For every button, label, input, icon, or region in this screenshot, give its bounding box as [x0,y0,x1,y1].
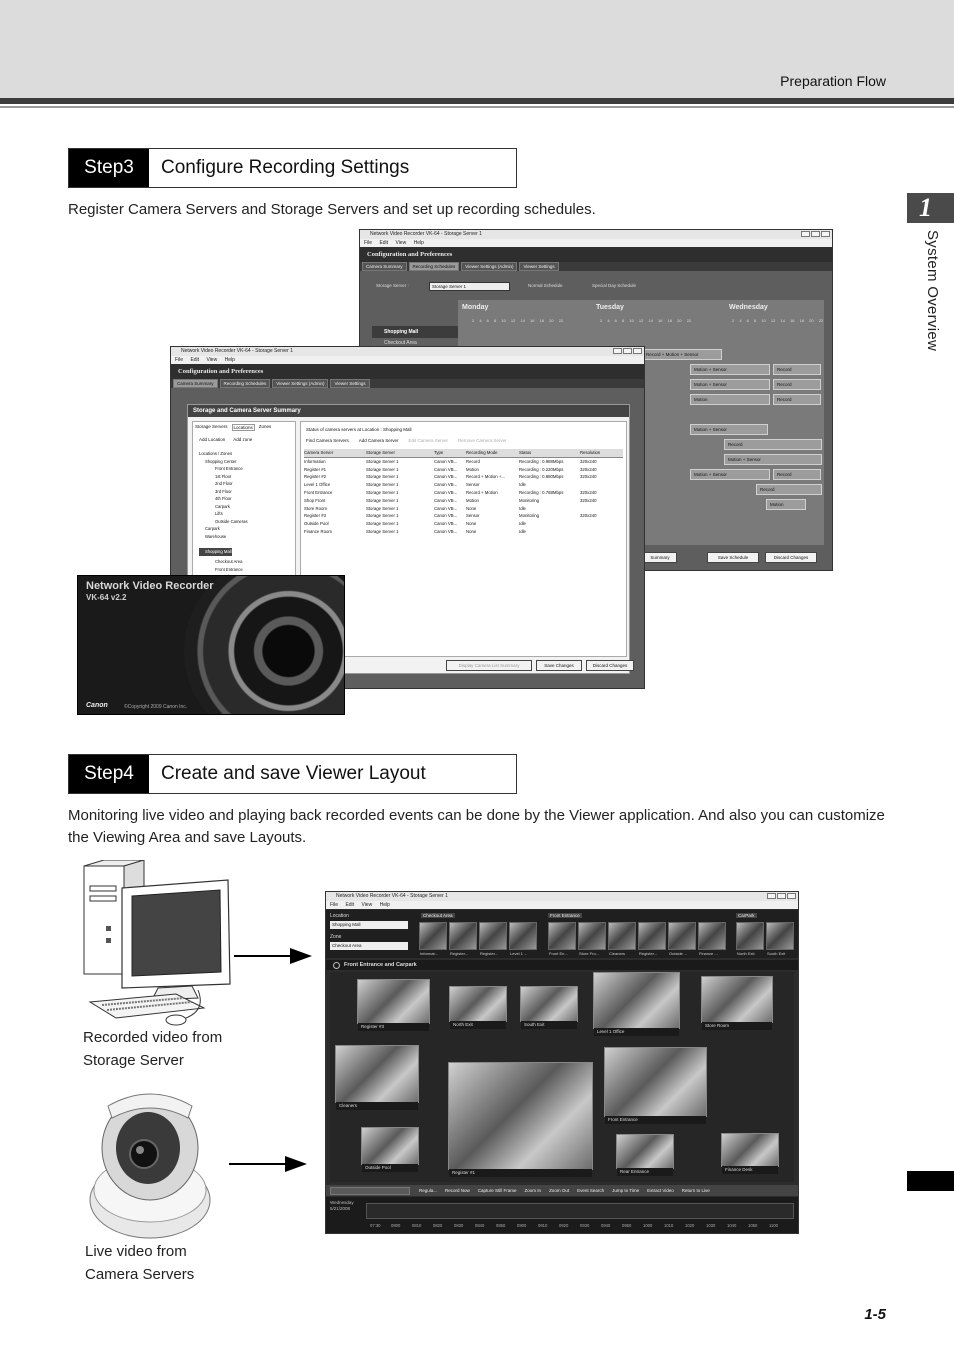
table-cell: Record + Motion +... [466,474,505,480]
schedule-block[interactable]: Record [773,394,821,405]
camera-thumbnail[interactable] [419,922,447,956]
tab-viewer-settings-admin[interactable]: Viewer Settings (Admin) [272,379,328,388]
tree-item[interactable]: 3rd Floor [215,488,232,494]
tree-item[interactable]: 4th Floor [215,496,232,501]
tab-recording-schedules[interactable]: Recording Schedules [409,262,460,271]
ptz-camera-illustration [88,1088,214,1240]
page-number: 1-5 [864,1306,886,1323]
camera-toolbar[interactable] [306,438,623,443]
camera-video-rear-entrance[interactable]: Rear Entrance [616,1134,674,1169]
caption-recorded: Recorded video from Storage Server [83,1029,223,1069]
table-cell: Idle [519,482,526,488]
timeline-tick-label: 0910 [538,1223,548,1228]
chapter-label: System Overview [924,230,941,352]
zone-select[interactable]: Checkout Area [330,942,408,950]
day-monday: Monday [462,304,489,311]
camera-strip [326,910,798,958]
camera-video-cleaners[interactable]: Cleaners [335,1045,419,1103]
table-cell: Storage Server 1 [366,497,399,503]
schedule-block[interactable]: Record [773,364,821,375]
timeline-tick-label: 0900 [517,1223,527,1228]
computer-illustration [80,860,240,1030]
table-cell: Sensor [466,513,480,519]
timeline-tick-label: 0940 [601,1223,611,1228]
location-select[interactable]: Shopping Mall [330,921,408,929]
timeline-tick-label: 1050 [748,1223,758,1228]
table-cell: Sensor [466,482,480,488]
camera-thumbnail[interactable] [638,922,666,956]
camera-thumbnail[interactable] [766,922,794,956]
table-cell: Monitoring [519,513,540,519]
tree-item[interactable]: Carpark [215,503,230,509]
table-cell: Canon VB... [434,458,458,464]
camera-thumbnail[interactable] [449,922,477,956]
timeline-tick-label: 0920 [559,1223,569,1228]
timeline-tick-label: 0950 [622,1223,632,1228]
tree-item[interactable]: Warehouse [205,533,227,539]
table-cell: Idle [519,528,526,534]
thumbnail-label: Register... [639,951,658,956]
tree-item[interactable]: Front Entrance [215,566,243,572]
tree-item[interactable]: 1st Floor [215,473,232,479]
hours-tuesday: 2 4 6 8 10 12 14 16 18 20 22 [600,318,692,323]
tree-item[interactable]: 2nd Floor [215,481,233,486]
table-cell: Canon VB... [434,528,458,534]
camera-video-south-exit[interactable]: South Exit [520,986,578,1022]
add-camera-server-button[interactable]: Add Camera Server [358,438,399,443]
table-cell [580,528,620,536]
chapter-number: 1 [907,193,954,223]
camera-thumbnail[interactable] [698,922,726,956]
display-camera-list-button[interactable]: Display Camera List Summary [446,660,532,671]
section-title: Preparation Flow [780,73,886,89]
tree-item[interactable]: Shopping Center [205,458,237,464]
table-cell: Shop Front [304,497,326,503]
schedule-block[interactable]: Record [724,439,822,450]
table-cell: Storage Server 1 [366,474,399,480]
table-row[interactable] [304,505,623,513]
viewer-toolbar[interactable] [326,1185,798,1196]
camera-thumbnail[interactable] [509,922,537,956]
table-cell: Information [304,458,326,464]
group-front-entrance[interactable]: Front Entrance [550,913,580,918]
zone-label: Zone [330,934,342,940]
table-cell: 320x240 [580,513,597,519]
add-location-button[interactable]: Add Location [199,437,226,442]
table-cell: Storage Server 1 [366,466,399,472]
arrow-right-icon [229,1152,309,1176]
window-controls[interactable] [801,231,830,237]
tab-viewer-settings-admin[interactable]: Viewer Settings (Admin) [461,262,517,271]
viewer-toolbar-button[interactable]: Event Search [577,1188,605,1193]
table-cell: Storage Server 1 [366,505,399,511]
table-row[interactable] [304,481,623,489]
table-cell: Finance Room [304,528,332,534]
camera-thumbnail[interactable] [608,922,636,956]
thumbnail-label: Informat... [420,951,439,956]
summary-window-title: Network Video Recorder VK-64 - Storage Server 1 [171,347,644,356]
timeline-tick-label: 1030 [706,1223,716,1228]
table-cell: Record + Motion [466,489,498,495]
table-row[interactable] [304,473,623,481]
camera-thumbnail[interactable] [548,922,576,956]
camera-video-level1-office[interactable]: Level 1 Office [593,972,680,1029]
schedule-block[interactable]: Record [773,469,821,480]
timeline-track[interactable] [366,1203,794,1219]
timeline-tick-label: 0930 [580,1223,590,1228]
table-cell: Canon VB... [434,482,458,488]
find-camera-servers-button[interactable]: Find Camera Servers [306,438,349,443]
tab-viewer-settings[interactable]: Viewer Settings [330,379,369,388]
collapse-icon[interactable] [333,962,340,969]
schedule-block[interactable]: Record [773,379,821,390]
schedule-block[interactable]: Motion + Sensor [724,454,822,465]
camera-video-finance-desk[interactable]: Finance Desk [721,1133,779,1167]
tree-item-selected[interactable]: Shopping Mall [199,548,232,556]
viewer-menu-bar[interactable]: File Edit View Help [326,901,798,909]
group-checkout-area[interactable]: Checkout Area [423,913,453,918]
timeline-tick-label: 0820 [433,1223,443,1228]
tab-camera-summary[interactable]: Camera Summary [173,379,218,388]
timeline-tick-label: 1040 [727,1223,737,1228]
timeline-tick-label: 0800 [391,1223,401,1228]
schedule-window-title: Network Video Recorder VK-64 - Storage Server 1 [360,230,832,239]
header-rule [0,98,954,104]
table-cell: Canon VB... [434,497,458,503]
camera-video-store-room[interactable]: Store Room [701,976,773,1023]
schedule-block[interactable]: Record [756,484,822,495]
location-actions[interactable] [199,437,293,442]
viewer-toolbar-button[interactable]: Zoom In [524,1188,542,1193]
window-controls[interactable] [767,893,796,899]
location-shopping-mall[interactable]: Shopping Mall [372,326,458,338]
table-cell: None [466,505,477,511]
arrow-right-icon [234,944,314,968]
step4-heading [68,754,517,794]
timeline-tick-label: 0850 [496,1223,506,1228]
table-cell: Level 1 Office [304,482,331,488]
table-cell: 320x240 [580,458,597,464]
window-controls[interactable] [613,348,642,354]
thumbnail-label: Front En... [549,951,568,956]
tree-item[interactable]: Checkout Area [215,559,243,564]
table-cell: Recording : 0.220Mbps [519,466,564,472]
thumbnail-label: Level 1 ... [510,951,528,956]
header-rule-thin [0,106,954,108]
tree-item[interactable]: Lifts [215,511,223,516]
discard-changes-button[interactable]: Discard Changes [586,660,634,671]
table-row[interactable] [304,466,623,474]
playback-controls[interactable] [330,1187,410,1195]
hours-wednesday: 2 4 6 8 10 12 14 16 18 20 22 [732,318,824,323]
location-checkout-area[interactable]: Checkout Area [372,338,458,348]
step4-title: Create and save Viewer Layout [161,763,426,784]
schedule-block[interactable]: Motion + Sensor [690,379,770,390]
tree-item[interactable]: Carpark [205,526,220,531]
table-cell: Canon VB... [434,505,458,511]
table-row[interactable] [304,520,623,528]
viewer-toolbar-button[interactable]: Extract Video [647,1188,674,1193]
tree-item[interactable]: Locations / Zones [199,451,233,456]
schedule-block[interactable]: Motion + Sensor [690,364,770,375]
timeline-tick-label: 0810 [412,1223,422,1228]
timeline-tick-label: 0830 [454,1223,464,1228]
table-cell: Idle [519,521,526,527]
caption-live: Live video from Camera Servers [85,1243,195,1283]
save-changes-button[interactable]: Save Changes [536,660,582,671]
step3-heading [68,148,517,188]
camera-status-pane [300,421,627,657]
summary-tabs[interactable] [171,379,644,388]
thumbnail-label: South Exit [767,951,786,956]
step4-number: Step4 [69,755,149,793]
table-cell: Idle [519,505,526,511]
table-cell: Register #3 [304,513,326,519]
viewer-toolbar-button[interactable]: Zoom Out [549,1188,570,1193]
table-cell: Record [466,458,480,464]
timeline[interactable] [326,1197,798,1233]
viewing-area[interactable] [330,972,794,1182]
table-cell: Canon VB... [434,513,458,519]
location-label: Location [330,913,349,919]
schedule-block[interactable]: Motion [690,394,770,405]
camera-table-body[interactable] [304,458,623,536]
table-row[interactable] [304,528,623,536]
table-cell: Outside Pool [304,521,329,527]
tab-camera-summary[interactable]: Camera Summary [362,262,407,271]
save-schedule-button[interactable]: Save Schedule [707,552,759,563]
table-cell: 320x240 [580,466,597,472]
camera-thumbnail[interactable] [668,922,696,956]
table-cell: Canon VB... [434,466,458,472]
camera-video-outside-pool[interactable]: Outside Pool [361,1127,419,1165]
add-zone-button[interactable]: Add zone [233,437,253,442]
viewer-window [325,891,799,1234]
viewer-toolbar-button[interactable]: Return to Live [681,1188,710,1193]
viewer-toolbar-button[interactable]: Jump to Time [612,1188,640,1193]
locations-side-tabs[interactable]: Storage Servers Locations Zones [195,424,272,430]
layout-title: Front Entrance and Carpark [326,960,798,970]
table-cell: Monitoring [519,497,540,503]
summary-menu-bar[interactable]: File Edit View Help [171,356,644,364]
table-row[interactable] [304,497,623,505]
table-cell: Motion [466,466,479,472]
schedule-block[interactable]: Motion + Sensor [690,469,770,480]
table-cell: Storage Server 1 [366,458,399,464]
camera-thumbnail[interactable] [578,922,606,956]
table-cell: Storage Server 1 [366,528,399,534]
thumbnail-label: Outside ... [669,951,688,956]
thumbnail-label: Store Fro... [579,951,600,956]
step3-description: Register Camera Servers and Storage Servers and set up recording schedules. [68,201,596,218]
table-cell: Canon VB... [434,489,458,495]
step4-description: Monitoring live video and playing back recorded events can be done by the Viewer application. And also you can customize the Viewing Area and save Layouts. [68,807,885,846]
schedule-block[interactable]: Motion + Sensor [690,424,768,435]
remove-camera-server-button[interactable]: Remove Camera Server [458,438,507,443]
camera-thumbnail[interactable] [479,922,507,956]
table-row[interactable] [304,489,623,497]
timeline-tick-label: 07:30 [370,1223,381,1228]
table-cell: Canon VB... [434,474,458,480]
chapter-side-tab [907,1171,954,1191]
viewer-toolbar-button[interactable]: Capture Still Frame [477,1188,517,1193]
table-cell: Storage Server 1 [366,513,399,519]
group-carpark[interactable]: CarPark [738,913,755,918]
table-cell: Storage Server 1 [366,489,399,495]
viewer-window-title: Network Video Recorder VK-64 - Storage Server 1 [326,892,798,901]
table-cell: Storage Server 1 [366,521,399,527]
day-wednesday: Wednesday [729,304,768,311]
timeline-tick-label: 1020 [685,1223,695,1228]
timeline-tick-label: 1000 [643,1223,653,1228]
schedule-tabs[interactable] [360,262,832,271]
timeline-tick-label: 1100 [769,1223,779,1228]
thumbnail-label: Register... [480,951,499,956]
storage-server-select[interactable]: Storage Server 1 [429,282,510,291]
camera-video-front-entrance[interactable]: Front Entrance [604,1047,707,1117]
timeline-tick-label: 0840 [475,1223,485,1228]
table-cell: 320x240 [580,474,597,480]
status-title: Status of camera servers at Location : Shopping Mall [306,427,412,432]
summary-heading: Configuration and Preferences [171,364,644,379]
hours-monday: 2 4 6 8 10 12 14 16 18 20 22 [472,318,564,323]
schedule-heading: Configuration and Preferences [360,247,832,262]
thumbnail-label: Register... [450,951,469,956]
tree-item[interactable]: Front Entrance [215,466,243,471]
camera-video-north-exit[interactable]: North Exit [449,986,507,1022]
thumbnail-label: Finance ... [699,951,718,956]
tab-recording-schedules[interactable]: Recording Schedules [220,379,271,388]
camera-video-register1[interactable]: Register #1 [448,1062,593,1170]
table-cell: Recording : 0.988Mbps [519,458,564,464]
table-cell: Register #2 [304,474,326,480]
table-cell: Store Room [304,505,327,511]
tab-viewer-settings[interactable]: Viewer Settings [519,262,558,271]
summary-button[interactable]: Summary [643,552,677,563]
viewer-toolbar-button[interactable]: Record Now [445,1188,470,1193]
splash-copyright: ©Copyright 2009 Canon Inc. [124,704,188,710]
camera-lens-graphic [184,575,345,715]
table-cell [580,520,620,528]
table-cell: None [466,521,477,527]
thumbnail-label: North Exit [737,951,755,956]
summary-panel-title: Storage and Camera Server Summary [188,405,629,417]
splash-screen [77,575,345,715]
tree-item[interactable]: Outside Cameras [215,518,248,524]
day-tuesday: Tuesday [596,304,624,311]
schedule-block[interactable]: Motion [766,499,806,510]
step3-number: Step3 [69,149,149,187]
table-cell: Register #1 [304,466,326,472]
timeline-tick-label: 1010 [664,1223,674,1228]
timeline-ticks [370,1223,794,1231]
normal-schedule-radio[interactable]: Normal Schedule [528,283,563,288]
table-row[interactable] [304,458,623,466]
camera-video-register3[interactable]: Register #3 [357,979,430,1024]
table-cell: Recording : 0.768Mbps [519,489,564,495]
splash-title: Network Video Recorder [86,580,214,592]
table-cell: Canon VB... [434,521,458,527]
canon-logo: Canon [86,702,108,709]
edit-camera-server-button[interactable]: Edit Camera Server [408,438,449,443]
table-cell: Recording : 0.880Mbps [519,474,564,480]
table-cell: Motion [466,497,479,503]
table-row[interactable] [304,512,623,520]
table-header: Camera Server Storage Server Type Recording Mode Status Resolution [304,449,623,458]
schedule-block[interactable]: Record + Motion + Sensor [642,349,722,360]
table-cell: None [466,528,477,534]
table-cell: Storage Server 1 [366,482,399,488]
table-cell [580,505,620,513]
table-cell: Front Entrance [304,489,333,495]
schedule-menu-bar[interactable]: File Edit View Help [360,239,832,247]
step3-title: Configure Recording Settings [161,157,410,178]
camera-thumbnail[interactable] [736,922,764,956]
timeline-date: Wednesday 5/21/2008 [330,1200,354,1211]
splash-version: VK-64 v2.2 [86,593,127,602]
location-tree[interactable] [195,450,293,581]
viewer-toolbar-button[interactable]: Regula... [419,1188,438,1193]
thumbnail-label: Cleaners [609,951,626,956]
table-cell [580,481,620,489]
special-schedule-radio[interactable]: Special Day Schedule [592,283,637,288]
table-cell: 320x240 [580,489,597,495]
table-cell: 320x240 [580,497,597,503]
discard-changes-button[interactable]: Discard Changes [765,552,817,563]
storage-server-label: Storage Server : [376,283,409,288]
